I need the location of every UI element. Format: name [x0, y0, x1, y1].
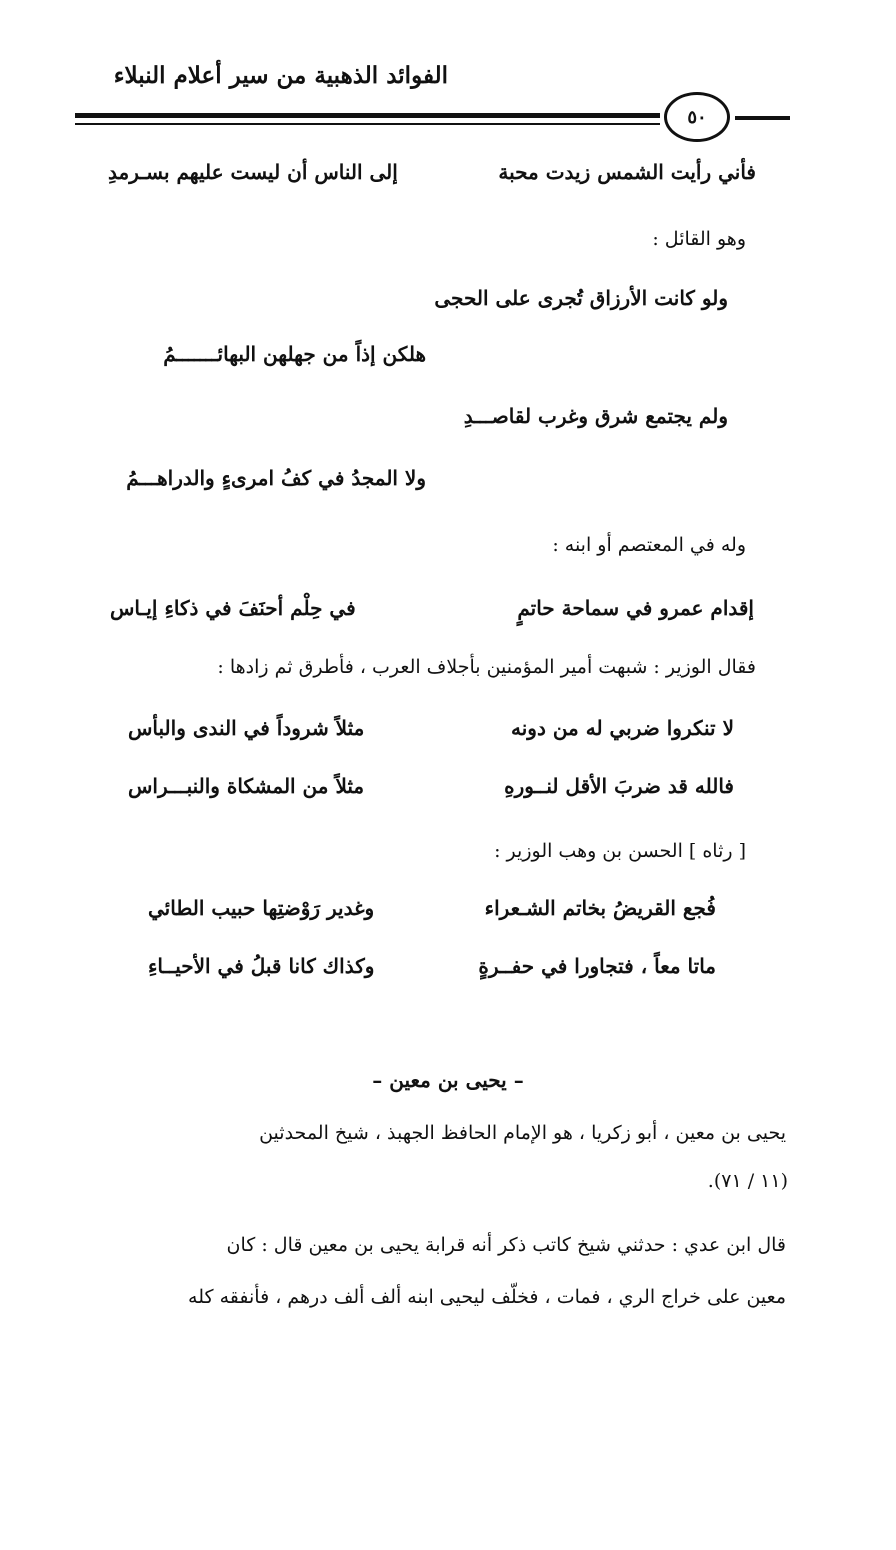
verse4-2-first: فالله قد ضربَ الأقل لنــورهِ: [504, 774, 734, 798]
verse4-1-first: لا تنكروا ضربي له من دونه: [511, 716, 734, 740]
header-rule-thin: [75, 123, 660, 125]
verse3-first: إقدام عمرو في سماحة حاتمٍ: [517, 596, 754, 620]
intro3: [ رثاه ] الحسن بن وهب الوزير :: [494, 840, 746, 862]
poem2-line-2: هلكن إذاً من جهلهن البهائـــــــمُ: [163, 342, 426, 366]
verse5-1-second: وغدير رَوْضتِها حبيب الطائي: [148, 896, 375, 920]
verse4-1-second: مثلاً شروداً في الندى والبأس: [128, 716, 365, 740]
verse1-second: إلى الناس أن ليست عليهم بسـرمدِ: [108, 160, 398, 184]
header-rule-thick: [75, 113, 660, 118]
verse4-2-second: مثلاً من المشكاة والنبـــراس: [128, 774, 365, 798]
poem2-line-4: ولا المجدُ في كفُ امرىءٍ والدراهـــمُ: [126, 466, 426, 490]
running-title: الفوائد الذهبية من سير أعلام النبلاء: [113, 62, 448, 89]
bio-line-1: يحيى بن معين ، أبو زكريا ، هو الإمام الحافظ الجهبذ ، شيخ المحدثين: [259, 1122, 786, 1144]
verse1-first: فأني رأيت الشمس زيدت محبة: [498, 160, 756, 184]
poem2-line-1: ولو كانت الأرزاق تُجرى على الحجى: [434, 286, 728, 310]
verse5-2-second: وكذاك كانا قبلُ في الأحيــاءِ: [148, 954, 375, 978]
bio-line-2: (١١ / ٧١).: [707, 1170, 788, 1192]
verse5-2-first: ماتا معاً ، فتجاورا في حفــرةٍ: [478, 954, 716, 978]
para-line-2: معين على خراج الري ، فمات ، فخلّف ليحيى ابنه ألف ألف درهم ، فأنفقه كله: [188, 1286, 786, 1308]
intro2: وله في المعتصم أو ابنه :: [552, 534, 746, 556]
section-heading: – يحيى بن معين –: [372, 1068, 524, 1092]
intro1: وهو القائل :: [652, 228, 746, 250]
narration1: فقال الوزير : شبهت أمير المؤمنين بأجلاف العرب ، فأطرق ثم زادها :: [217, 656, 756, 678]
page-number-text: ٥٠: [687, 106, 707, 128]
verse3-second: في حِلْم أحنَفَ في ذكاءِ إيـاس: [110, 596, 356, 620]
verse5-1-first: فُجع القريضُ بخاتم الشـعراء: [484, 896, 716, 920]
para-line-1: قال ابن عدي : حدثني شيخ كاتب ذكر أنه قرابة يحيى بن معين قال : كان: [226, 1234, 786, 1256]
page-number: [664, 92, 730, 142]
poem2-line-3: ولم يجتمع شرق وغرب لقاصـــدِ: [463, 404, 728, 428]
header-rule-right: [735, 116, 790, 120]
